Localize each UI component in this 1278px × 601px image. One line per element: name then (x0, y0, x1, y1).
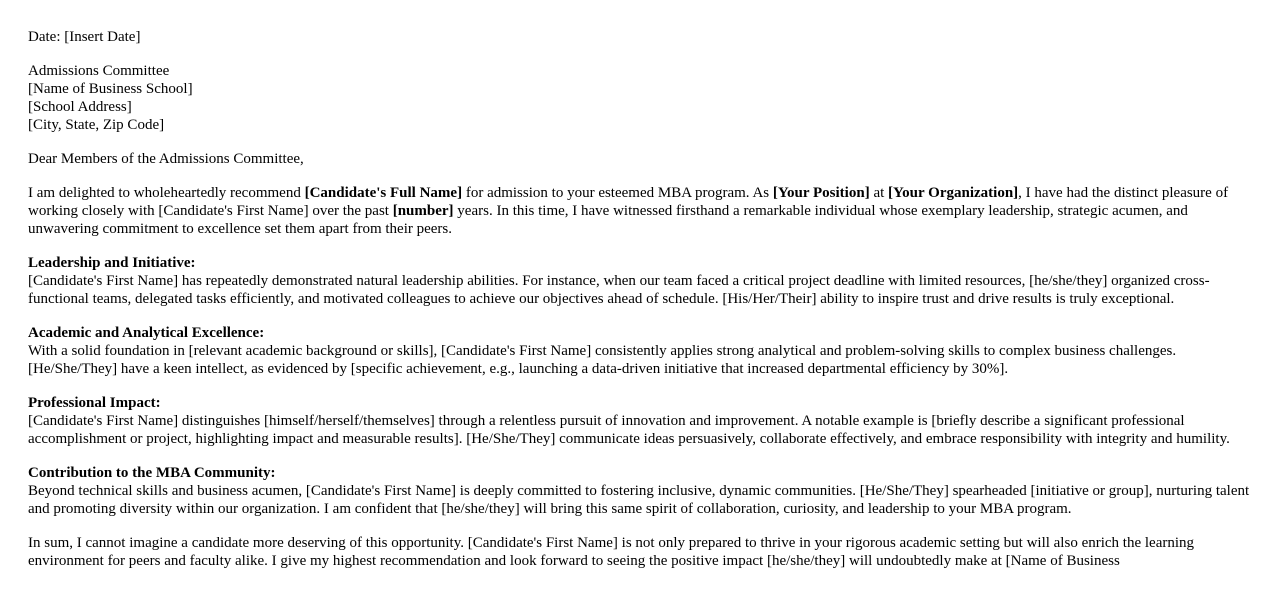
intro-text: for admission to your esteemed MBA program. As (462, 185, 773, 201)
writer-organization: [Your Organization] (888, 185, 1019, 201)
section-heading: Leadership and Initiative: (28, 255, 196, 271)
address-line-school-name: [Name of Business School] (28, 81, 193, 97)
salutation: Dear Members of the Admissions Committee, (28, 151, 304, 167)
intro-text: , I have had the distinct pleasure of working closely with [Candidate's First Name] over the past (28, 185, 1229, 219)
closing-paragraph: In sum, I cannot imagine a candidate more deserving of this opportunity. [Candidate's First Name] is not only prepared to thrive in your rigorous academic setting but will also enrich the learning environment for peers and faculty alike. I give my highest recommendation and look forward to seeing the positive impact [he/she/they] will undoubtedly make at [Name of Business (28, 535, 1195, 569)
letter-document (28, 28, 1254, 586)
address-line-city-state-zip: [City, State, Zip Code] (28, 117, 165, 133)
section-heading: Academic and Analytical Excellence: (28, 325, 265, 341)
section-mba-community (28, 464, 1254, 518)
section-heading: Professional Impact: (28, 395, 161, 411)
address-line-school-address: [School Address] (28, 99, 132, 115)
writer-position: [Your Position] (772, 185, 870, 201)
section-leadership (28, 254, 1254, 308)
recipient-address (28, 62, 1254, 134)
intro-text: at (869, 185, 889, 201)
section-professional-impact (28, 394, 1254, 448)
section-body: Beyond technical skills and business acumen, [Candidate's First Name] is deeply committed to fostering inclusive, dynamic communities. [He/She/They] spearheaded [initiative or group], nurturing talent and promoting diversity within our organization. I am confident that [he/she/they] will bring this same spirit of collaboration, curiosity, and leadership to your MBA program. (28, 483, 1250, 517)
section-body: With a solid foundation in [relevant academic background or skills], [Candidate's First Name] consistently applies strong analytical and problem-solving skills to complex business challenges. [He/She/They] have a keen intellect, as evidenced by [specific achievement, e.g., launching a data-driven initiative that increased departmental efficiency by 30%]. (28, 343, 1177, 377)
address-line-committee: Admissions Committee (28, 63, 170, 79)
years-number: [number] (392, 203, 454, 219)
candidate-full-name: [Candidate's Full Name] (304, 185, 463, 201)
section-body: [Candidate's First Name] distinguishes [himself/herself/themselves] through a relentless pursuit of innovation and improvement. A notable example is [briefly describe a significant professional accomplishment or project, highlighting impact and measurable results]. [He/She/They] communicate ideas persuasively, collaborate effectively, and embrace responsibility with integrity and humility. (28, 413, 1230, 447)
section-heading: Contribution to the MBA Community: (28, 465, 276, 481)
section-body: [Candidate's First Name] has repeatedly demonstrated natural leadership abilities. For instance, when our team faced a critical project deadline with limited resources, [he/she/they] organized cross-functional teams, delegated tasks efficiently, and motivated colleagues to achieve our objectives ahead of schedule. [His/Her/Their] ability to inspire trust and drive results is truly exceptional. (28, 273, 1210, 307)
intro-text: I am delighted to wholeheartedly recommend (28, 185, 305, 201)
intro-text: years. In this time, I have witnessed firsthand a remarkable individual whose exemplary leadership, strategic acumen, and unwavering commitment to excellence set them apart from their peers. (28, 203, 1188, 237)
date-line: Date: [Insert Date] (28, 29, 141, 45)
section-academic (28, 324, 1254, 378)
intro-paragraph (28, 184, 1254, 238)
